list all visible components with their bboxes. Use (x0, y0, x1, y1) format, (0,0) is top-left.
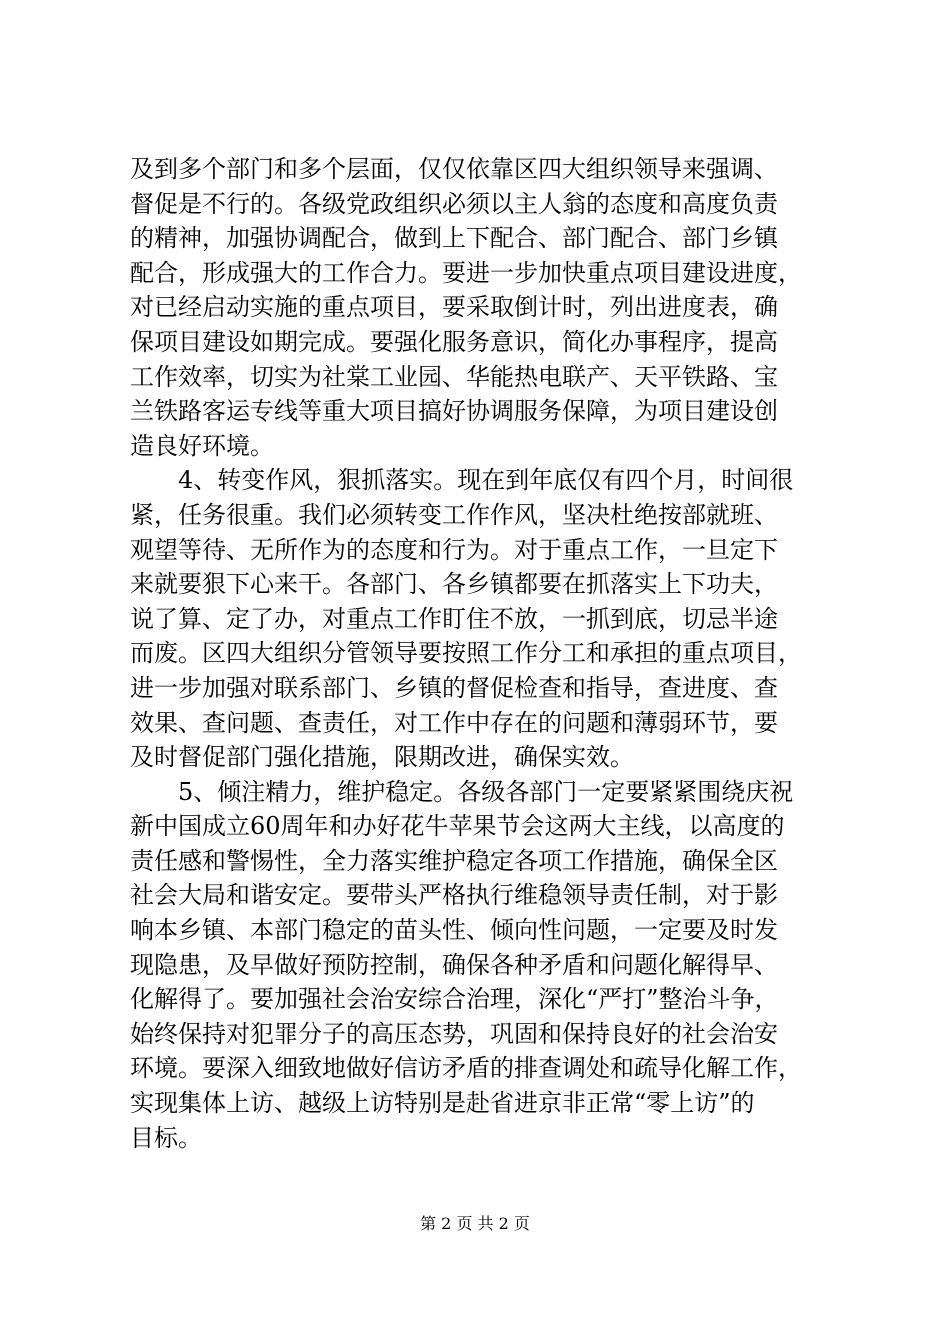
text-line: 效果、查问题、查责任，对工作中存在的问题和薄弱环节，要 (130, 708, 778, 737)
text-line: 进一步加强对联系部门、乡镇的督促检查和指导，查进度、查 (130, 673, 778, 702)
text-line: 化解得了。要加强社会治安综合治理，深化“严打”整治斗争， (130, 985, 779, 1014)
text-line: 责任感和警惕性，全力落实维护稳定各项工作措施，确保全区 (130, 846, 778, 875)
text-line: 工作效率，切实为社棠工业园、华能热电联产、天平铁路、宝 (130, 362, 778, 391)
text-line: 来就要狠下心来干。各部门、各乡镇都要在抓落实上下功夫， (130, 570, 778, 599)
text-line: 而废。区四大组织分管领导要按照工作分工和承担的重点项目， (130, 639, 802, 668)
text-line: 观望等待、无所作为的态度和行为。对于重点工作，一旦定下 (130, 535, 778, 564)
text-line: 响本乡镇、本部门稳定的苗头性、倾向性问题，一定要及时发 (130, 916, 778, 945)
paragraph-item-5 (130, 775, 830, 1156)
text-line: 对已经启动实施的重点项目，要采取倒计时，列出进度表，确 (130, 293, 778, 322)
text-line: 及到多个部门和多个层面，仅仅依靠区四大组织领导来强调、 (130, 155, 778, 183)
text-line: 兰铁路客运专线等重大项目搞好协调服务保障，为项目建设创 (130, 397, 778, 426)
text-line: 现隐患，及早做好预防控制，确保各种矛盾和问题化解得早、 (130, 950, 778, 979)
text-line: 新中国成立60周年和办好花牛苹果节会这两大主线，以高度的 (130, 812, 785, 841)
document-body (130, 152, 830, 1155)
text-line: 实现集体上访、越级上访特别是赴省进京非正常“零上访”的 (130, 1089, 755, 1118)
text-line: 紧，任务很重。我们必须转变工作作风，坚决杜绝按部就班、 (130, 500, 778, 529)
text-line: 目标。 (130, 1123, 202, 1152)
text-line: 说了算、定了办，对重点工作盯住不放，一抓到底，切忌半途 (130, 604, 778, 633)
text-line: 环境。要深入细致地做好信访矛盾的排查调处和疏导化解工作， (130, 1054, 802, 1083)
paragraph-item-4 (130, 463, 830, 774)
text-line: 5、倾注精力，维护稳定。各级各部门一定要紧紧围绕庆祝 (178, 777, 794, 806)
text-line: 社会大局和谐安定。要带头严格执行维稳领导责任制，对于影 (130, 881, 778, 910)
page-number-footer: 第 2 页 共 2 页 (420, 1214, 530, 1233)
text-line: 造良好环境。 (130, 431, 274, 460)
paragraph-continuation (130, 152, 830, 463)
text-line: 保项目建设如期完成。要强化服务意识，简化办事程序，提高 (130, 327, 778, 356)
text-line: 的精神，加强协调配合，做到上下配合、部门配合、部门乡镇 (130, 224, 778, 253)
text-line: 及时督促部门强化措施，限期改进，确保实效。 (130, 743, 634, 772)
text-line: 配合，形成强大的工作合力。要进一步加快重点项目建设进度， (130, 258, 802, 287)
text-line: 始终保持对犯罪分子的高压态势，巩固和保持良好的社会治安 (130, 1019, 778, 1048)
text-line: 4、转变作风，狠抓落实。现在到年底仅有四个月，时间很 (178, 466, 794, 495)
text-line: 督促是不行的。各级党政组织必须以主人翁的态度和高度负责 (130, 189, 778, 218)
